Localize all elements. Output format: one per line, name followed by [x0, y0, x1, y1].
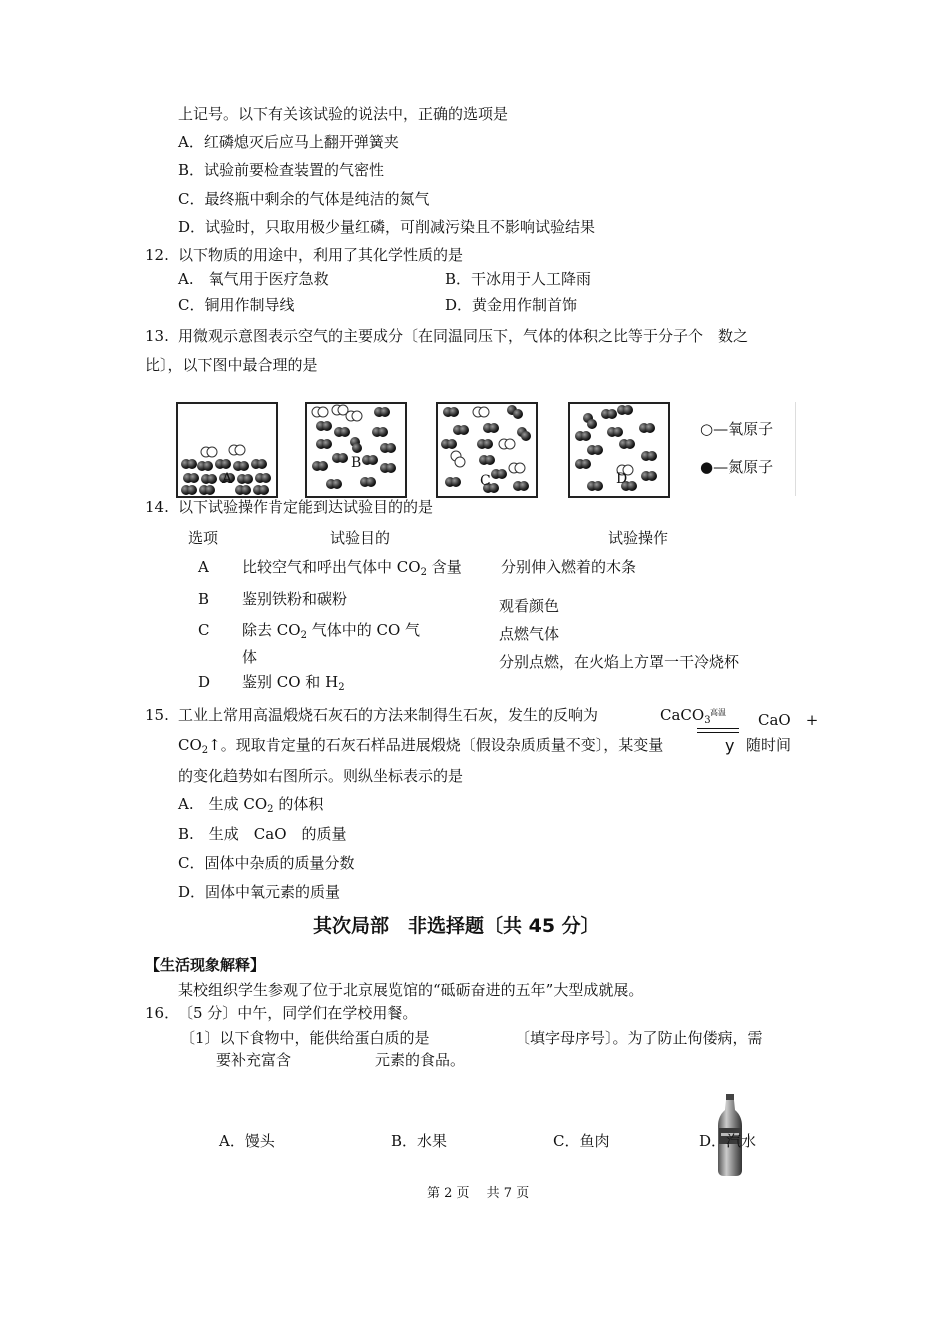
q15-condition: 高温: [710, 708, 726, 717]
q15-stem-line3: 的变化趋势如右图所示。则纵坐标表示的是: [178, 767, 464, 785]
food-option-c: C．鱼肉: [553, 1132, 610, 1150]
q14-header-purpose: 试验目的: [330, 529, 391, 547]
q14-row-d-purpose: 鉴别 CO 和 $H_2$: [242, 673, 345, 693]
q14-row-b-operation: 观看颜色: [499, 597, 560, 615]
q15-option-c: C．固体中杂质的质量分数: [178, 854, 355, 872]
diagram-b-label: B: [351, 455, 362, 471]
q14-row-b-purpose: 鉴别铁粉和碳粉: [242, 590, 348, 608]
q12-stem: 以下物质的用途中，利用了其化学性质的是: [178, 246, 464, 264]
q16-sub1-part-c: 要补充富含: [216, 1051, 292, 1069]
q11-option-b: B．试验前要检查装置的气密性: [178, 161, 385, 179]
food-option-b: B．水果: [391, 1132, 448, 1150]
q16-sub1-part-b: 〔填字母序号〕。为了防止佝偻病，需: [515, 1029, 763, 1047]
q16-stem: 〔5 分〕中午，同学们在学校用餐。: [178, 1004, 418, 1022]
q15-number: 15.: [145, 706, 169, 724]
page-footer: 第 2 页 共 7 页: [427, 1186, 530, 1201]
section-heading: 【生活现象解释】: [145, 956, 266, 974]
diagram-b-molecules: [307, 404, 405, 496]
q13-diagram-a: [176, 402, 278, 498]
q15-stem-line1: 工业上常用高温煅烧石灰石的方法来制得生石灰，发生的反响为: [178, 706, 599, 724]
q14-row-a-option: A: [198, 558, 209, 576]
legend-nitrogen: ●—氮原子: [700, 458, 774, 476]
part2-intro: 某校组织学生参观了位于北京展览馆的“砥砺奋进的五年”大型成就展。: [178, 981, 644, 999]
part2-title: 其次局部 非选择题〔共 45 分〕: [313, 915, 600, 937]
legend-oxygen: ○—氧原子: [700, 420, 774, 438]
q14-row-c-purpose: 除去 $CO_2$ 气体中的 CO 气: [242, 621, 421, 641]
q11-option-a: A．红磷熄灭后应马上翻开弹簧夹: [178, 133, 399, 151]
q14-row-c-option: C: [198, 621, 210, 639]
q14-row-c-purpose-line2: 体: [242, 648, 258, 666]
q13-stem-line1: 用微观示意图表示空气的主要成分〔在同温同压下，气体的体积之比等于分子个 数之: [178, 327, 749, 345]
diagram-a-label: A: [222, 471, 233, 487]
q16-number: 16．: [145, 1004, 180, 1022]
q14-row-c-operation: 点燃气体: [499, 625, 560, 643]
food-option-d: D．汽水: [699, 1132, 757, 1150]
q13-number: 13.: [145, 327, 169, 345]
q13-stem-line2: 比〕，以下图中最合理的是: [145, 356, 318, 374]
q14-row-a-operation: 分别伸入燃着的木条: [501, 558, 637, 576]
q13-diagram-b: [305, 402, 407, 498]
q15-equals-line-2: [697, 732, 739, 733]
q14-row-d-operation: 分别点燃，在火焰上方罩一干冷烧杯: [499, 653, 740, 671]
q14-row-d-option: D: [198, 673, 211, 691]
q15-stem-line2-tail: 随时间: [746, 736, 792, 754]
q14-number: 14.: [145, 498, 169, 516]
q14-stem: 以下试验操作肯定能到达试验目的的是: [178, 498, 434, 516]
q15-stem-line2: $CO_2↑$。现取肯定量的石灰石样品进展煅烧〔假设杂质质量不变〕，某变量: [178, 736, 664, 756]
diagram-d-label: D: [616, 471, 628, 487]
q12-option-c: C．铜用作制导线: [178, 296, 295, 314]
q16-sub1-part-d: 元素的食品。: [375, 1051, 466, 1069]
q14-header-operation: 试验操作: [608, 529, 669, 547]
q13-diagram-c: [436, 402, 538, 498]
q15-reactant: CaCO$_3$: [660, 706, 711, 726]
q16-sub1-part-a: 〔1〕以下食物中，能供给蛋白质的是: [180, 1029, 430, 1047]
food-option-a: A．馒头: [219, 1132, 275, 1150]
q11-continuation: 上记号。以下有关该试验的说法中，正确的选项是: [178, 105, 509, 123]
q14-row-b-option: B: [198, 590, 210, 608]
q14-header-option: 选项: [188, 529, 219, 547]
q14-row-a-purpose: 比较空气和呼出气体中 $CO_2$ 含量: [242, 558, 462, 578]
q12-option-b: B．干冰用于人工降雨: [445, 270, 592, 288]
q15-variable-y: y: [725, 736, 735, 755]
q13-diagram-d: [568, 402, 670, 498]
q12-number: 12.: [145, 246, 169, 264]
q12-option-a: A. 氧气用于医疗急救: [178, 270, 329, 288]
q15-option-b: B. 生成 CaO 的质量: [178, 825, 347, 843]
legend-edge: [795, 402, 796, 496]
q11-option-c: C．最终瓶中剩余的气体是纯洁的氮气: [178, 190, 430, 208]
q11-option-d: D．试验时，只取用极少量红磷，可削减污染且不影响试验结果: [178, 218, 596, 236]
q15-product: CaO +: [758, 711, 819, 729]
q15-equals-line-1: [697, 728, 739, 729]
q15-option-d: D．固体中氧元素的质量: [178, 883, 341, 901]
q12-option-d: D．黄金用作制首饰: [445, 296, 578, 314]
diagram-c-label: C: [480, 473, 491, 489]
q15-option-a: A. 生成 $CO_2$ 的体积: [178, 795, 324, 815]
